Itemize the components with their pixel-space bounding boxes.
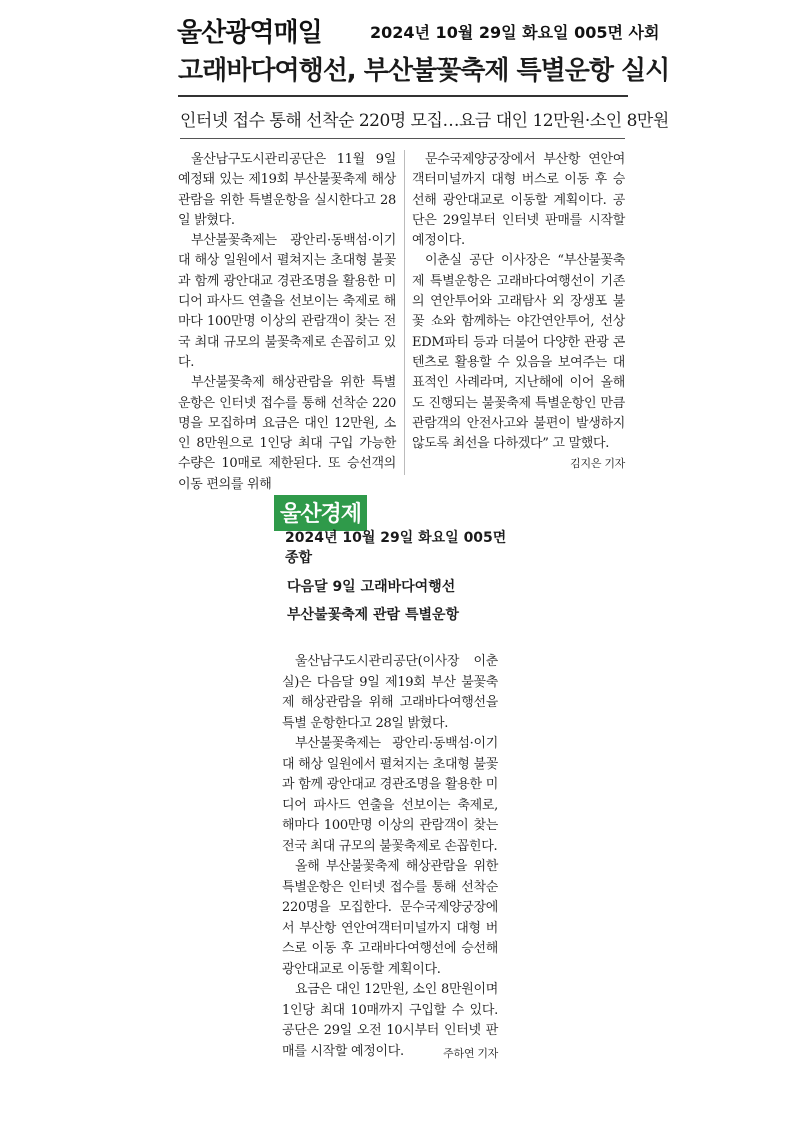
masthead-logo: 울산광역매일 xyxy=(177,18,322,48)
paragraph: 이춘실 공단 이사장은 “부산불꽃축제 특별운항은 고래바다여행선이 기존의 연안투어와 고래탐사 외 장생포 불꽃 쇼와 함께하는 야간연안투어, 선상EDM파티 등과 더불어 다양한 관광 콘텐츠로 활용할 수 있음을 보여주는 대표적인 사례라며, 지난해에 이어 올해도 진행되는 불꽃축제 특별운항인 만큼 관람객의 안전사고와 불편이 발생하지 않도록 최선을 다하겠다” 고 말했다. xyxy=(412,253,625,452)
byline: 김지은 기자 xyxy=(570,457,625,471)
paragraph: 부산불꽃축제는 광안리·동백섬·이기대 해상 일원에서 펼쳐지는 초대형 불꽃과 함께 광안대교 경관조명을 활용한 미디어 파사드 연출을 선보이는 축제로, 해마다 100만명 이상의 관람객이 찾는 전국 최대 규모의 불꽃축제로 손꼽힌다. xyxy=(282,736,498,854)
paragraph: 울산남구도시관리공단은 11월 9일 예정돼 있는 제19회 부산불꽃축제 해상관람을 위한 특별운항을 실시한다고 28일 밝혔다. xyxy=(178,152,396,228)
article-column-2 xyxy=(412,150,625,475)
paragraph: 부산불꽃축제는 광안리·동백섬·이기대 해상 일원에서 펼쳐지는 초대형 불꽃과 함께 광안대교 경관조명을 활용한 미디어 파사드 연출을 선보이는 축제로 해마다 100만명 이상의 관람객이 찾는 전국 최대 규모의 불꽃축제로 손꼽히고 있다. xyxy=(178,233,396,370)
subheadline: 인터넷 접수 통해 선착순 220명 모집…요금 대인 12만원·소인 8만원 xyxy=(180,106,625,139)
article-column-1 xyxy=(178,150,396,495)
masthead-logo: 울산경제 xyxy=(274,495,367,531)
article-body xyxy=(282,652,498,1064)
dateline: 2024년 10월 29일 화요일 005면 사회 xyxy=(370,23,660,42)
dateline: 2024년 10월 29일 화요일 005면 종합 xyxy=(285,530,507,566)
headline-line-1: 다음달 9일 고래바다여행선 xyxy=(287,579,456,595)
headline-line-2: 부산불꽃축제 관람 특별운항 xyxy=(287,607,460,623)
paragraph: 요금은 대인 12만원, 소인 8만원이며 1인당 최대 10매까지 구입할 수 있다. 공단은 29일 오전 10시부터 인터넷 판매를 시작할 예정이다. 주하연 기자 xyxy=(282,980,498,1062)
headline: 고래바다여행선, 부산불꽃축제 특별운항 실시 xyxy=(178,50,628,97)
paragraph: 울산남구도시관리공단(이사장 이춘실)은 다음달 9일 제19회 부산 불꽃축제 해상관람을 위해 고래바다여행선을 특별 운항한다고 28일 밝혔다. xyxy=(282,654,498,731)
paragraph: 올해 부산불꽃축제 해상관람을 위한 특별운항은 인터넷 접수를 통해 선착순 220명을 모집한다. 문수국제양궁장에서 부산항 연안여객터미널까지 대형 버스로 이동 후 고래바다여행선에 승선해 광안대교로 이동할 계획이다. xyxy=(282,859,498,977)
paragraph: 문수국제양궁장에서 부산항 연안여객터미널까지 대형 버스로 이동 후 승선해 광안대교로 이동할 계획이다. 공단은 29일부터 인터넷 판매를 시작할 예정이다. xyxy=(412,152,625,249)
byline: 주하연 기자 xyxy=(443,1046,498,1060)
paragraph: 부산불꽃축제 해상관람을 위한 특별운항은 인터넷 접수를 통해 선착순 220명을 모집하며 요금은 대인 12만원, 소인 8만원으로 1인당 최대 구입 가능한 수량은 10매로 제한된다. 또 승선객의 이동 편의를 위해 xyxy=(178,375,396,492)
column-divider xyxy=(404,150,405,475)
